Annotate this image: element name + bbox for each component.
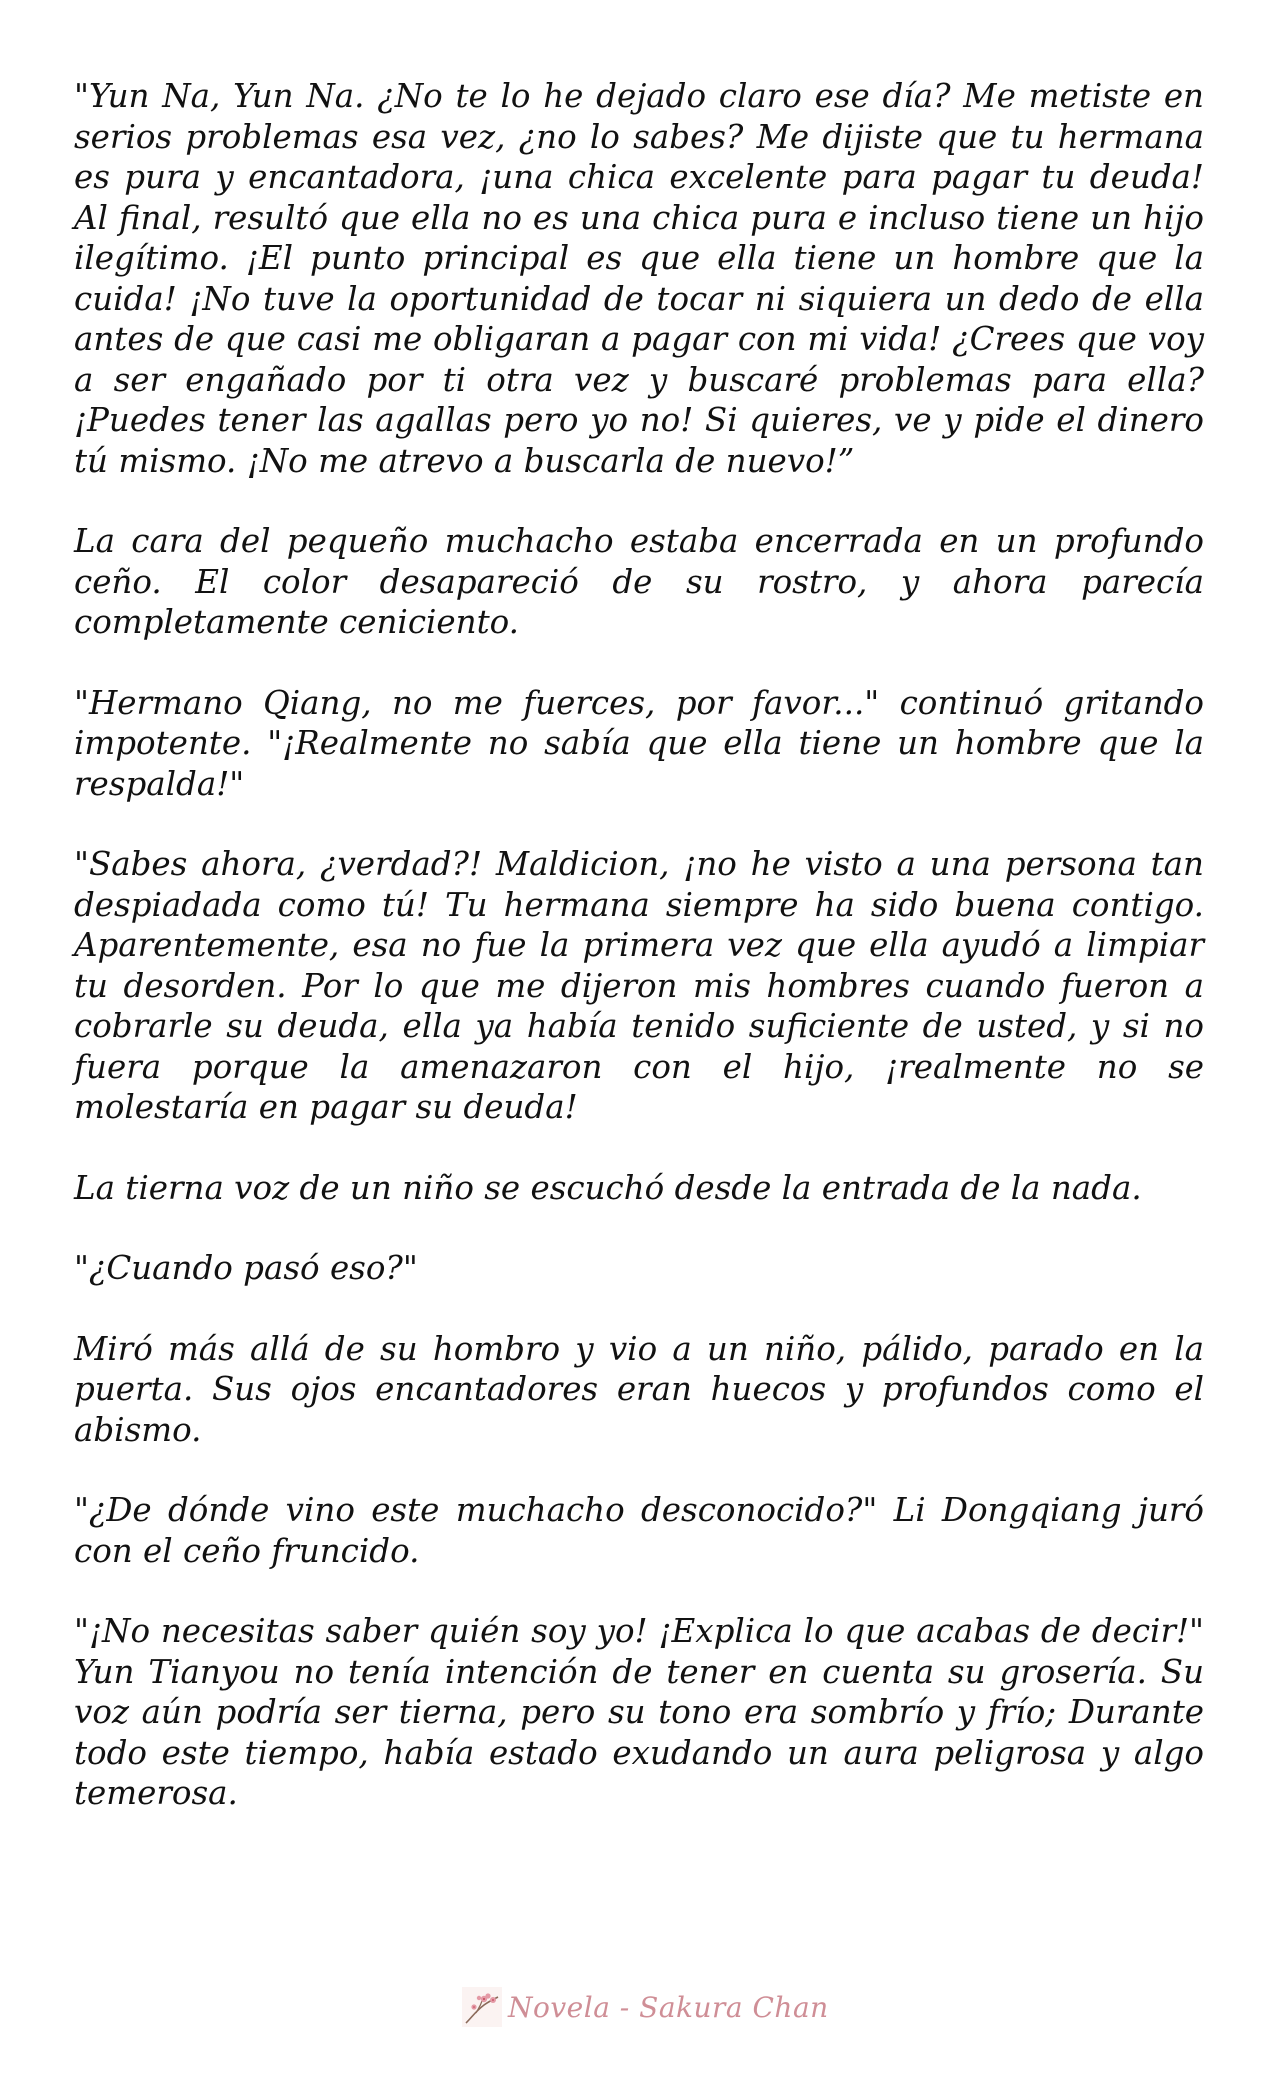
- footer-text: Novela - Sakura Chan: [508, 1990, 829, 2024]
- paragraph-8: "¿De dónde vino este muchacho desconocido?" Li Dongqiang juró con el ceño fruncido.: [74, 1491, 1204, 1570]
- paragraph-5: La tierna voz de un niño se escuchó desde la entrada de la nada.: [74, 1168, 1142, 1207]
- paragraph-7: Miró más allá de su hombro y vio a un niño, pálido, parado en la puerta. Sus ojos encantadores eran huecos y profundos como el abismo.: [74, 1329, 1204, 1449]
- paragraph-6: "¿Cuando pasó eso?": [74, 1249, 418, 1287]
- novel-page: [74, 76, 1204, 1854]
- paragraph-1: "Yun Na, Yun Na. ¿No te lo he dejado claro ese día? Me metiste en serios problemas esa vez, ¿no lo sabes? Me dijiste que tu hermana es pura y encantadora, ¡una chica excelente para pagar tu deuda! Al final, resultó que ella no es una chica pura e incluso tiene un hijo ilegítimo. ¡El punto principal es que ella tiene un hombre que la cuida! ¡No tuve la oportunidad de tocar ni siquiera un dedo de ella antes de que casi me obligaran a pagar con mi vida! ¿Crees que voy a ser engañado por ti otra vez y buscaré problemas para ella? ¡Puedes tener las agallas pero yo no! Si quieres, ve y pide el dinero tú mismo. ¡No me atrevo a buscarla de nuevo!”: [74, 77, 1204, 480]
- paragraph-9: "¡No necesitas saber quién soy yo! ¡Explica lo que acabas de decir!" Yun Tianyou no tenía intención de tener en cuenta su grosería. Su voz aún podría ser tierna, pero su tono era sombrío y frío; Durante todo este tiempo, había estado exudando un aura peligrosa y algo temerosa.: [74, 1612, 1204, 1812]
- footer-watermark: [462, 1987, 829, 2027]
- sakura-flower-icon: [462, 1987, 502, 2027]
- paragraph-2: La cara del pequeño muchacho estaba encerrada en un profundo ceño. El color desapareció de su rostro, y ahora parecía completamente ceniciento.: [74, 522, 1204, 641]
- paragraph-4: "Sabes ahora, ¿verdad?! Maldicion, ¡no he visto a una persona tan despiadada como tú! Tu hermana siempre ha sido buena contigo. Aparentemente, esa no fue la primera vez que ella ayudó a limpiar tu desorden. Por lo que me dijeron mis hombres cuando fueron a cobrarle su deuda, ella ya había tenido suficiente de usted, y si no fuera porque la amenazaron con el hijo, ¡realmente no se molestaría en pagar su deuda!: [74, 845, 1204, 1126]
- paragraph-3: "Hermano Qiang, no me fuerces, por favor..." continuó gritando impotente. "¡Realmente no sabía que ella tiene un hombre que la respalda!": [74, 683, 1204, 803]
